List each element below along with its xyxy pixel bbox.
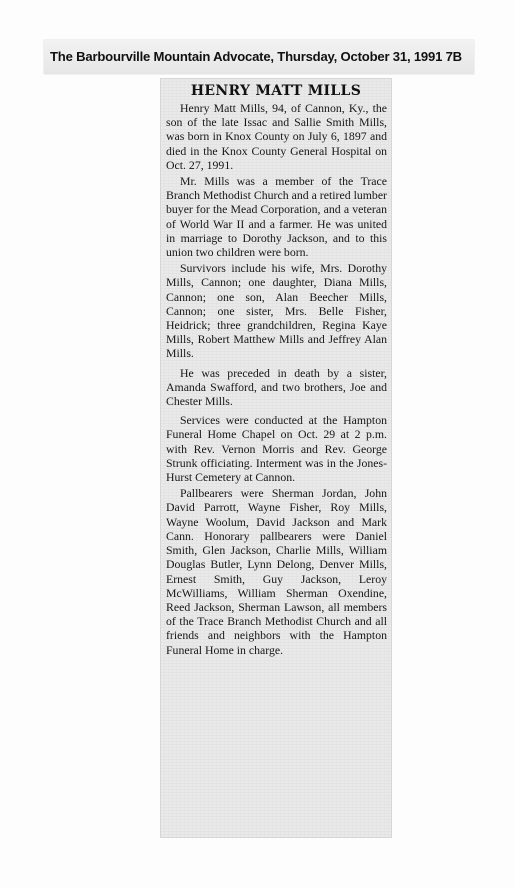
paragraph-survivors: Survivors include his wife, Mrs. Dorothy Mills, Cannon; one daughter, Diana Mills, Cannon; one son, Alan Beecher Mills, Cannon; one sister, Mrs. Belle Fisher, Heidrick; three grandchildren, Regina Kaye Mills, Robert Matthew Mills and Jeffrey Alan Mills. (166, 261, 387, 361)
paragraph-pallbearers: Pallbearers were Sherman Jordan, John David Parrott, Wayne Fisher, Roy Mills, Wayne Woolum, David Jackson and Mark Cann. Honorary pallbearers were Daniel Smith, Glen Jackson, Charlie Mills, William Douglas Butler, Lynn Delong, Denver Mills, Ernest Smith, Guy Jackson, Leroy McWilliams, William Sherman Oxendine, Reed Jackson, Sherman Lawson, all members of the Trace Branch Methodist Church and all friends and neighbors with the Hampton Funeral Home in charge. (166, 486, 387, 657)
masthead-text: The Barbourville Mountain Advocate, Thursday, October 31, 1991 7B (50, 49, 462, 64)
paragraph-career: Mr. Mills was a member of the Trace Branch Methodist Church and a retired lumber buyer for the Mead Corporation, and a veteran of World War II and a farmer. He was united in marriage to Dorothy Jackson, and to this union two children were born. (166, 174, 387, 260)
paragraph-services: Services were conducted at the Hampton Funeral Home Chapel on Oct. 29 at 2 p.m. with Rev. Vernon Morris and Rev. George Strunk officiating. Interment was in the Jones-Hurst Cemetery at Cannon. (166, 413, 387, 485)
obituary-body (166, 101, 387, 659)
newspaper-masthead-strip (44, 40, 474, 74)
paragraph-preceded: He was preceded in death by a sister, Amanda Swafford, and two brothers, Joe and Chester Mills. (166, 365, 387, 409)
obituary-clipping (160, 78, 392, 838)
paragraph-birth: Henry Matt Mills, 94, of Cannon, Ky., the son of the late Issac and Sallie Smith Mills, was born in Knox County on July 6, 1897 and died in the Knox County General Hospital on Oct. 27, 1991. (166, 101, 387, 172)
obituary-headline: HENRY MATT MILLS (190, 83, 362, 99)
